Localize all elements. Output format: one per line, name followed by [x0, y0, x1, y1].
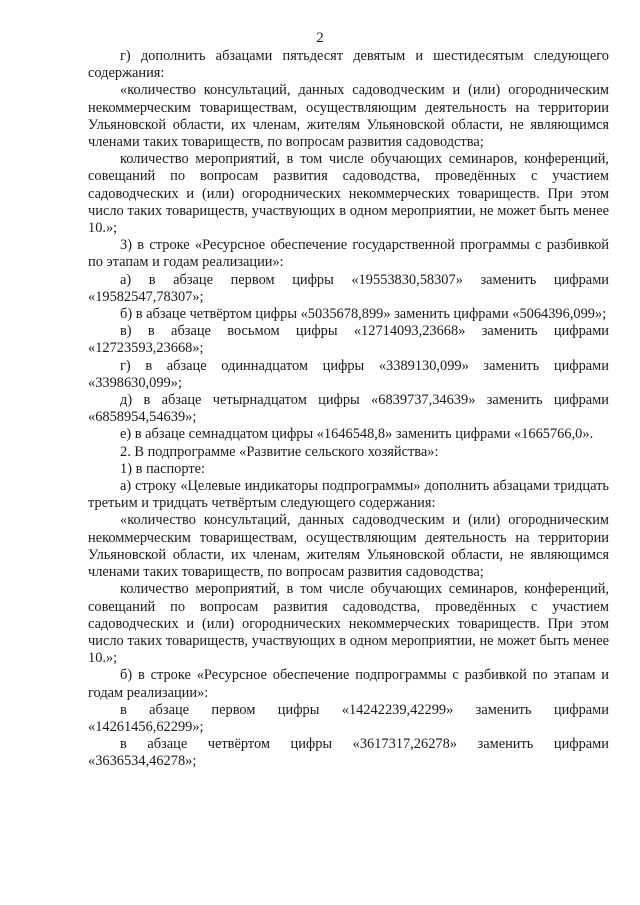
document-body — [88, 48, 609, 771]
paragraph-amend-g: г) дополнить абзацами пятьдесят девятым и шестидесятым следующего содержания: — [88, 48, 609, 82]
paragraph-amend-a: а) в абзаце первом цифры «19553830,58307» заменить цифрами «19582547,78307»; — [88, 271, 609, 305]
paragraph-resource-provision-program: 3) в строке «Ресурсное обеспечение государственной программы с разбивкой по этапам и годам реализации»: — [88, 237, 609, 271]
paragraph-amend-e: е) в абзаце семнадцатом цифры «1646548,8» заменить цифрами «1665766,0». — [120, 426, 594, 443]
paragraph-events-indicator: количество мероприятий, в том числе обучающих семинаров, конференций, совещаний по вопросам развития садоводства, проведённых с участием садоводческих и (или) огороднических некоммерческих товариществ. При этом число таких товариществ, участвующих в одном мероприятии, не может быть менее 10.»; — [88, 151, 609, 237]
paragraph-consultations-indicator-2: «количество консультаций, данных садоводческим и (или) огородническим некоммерческим товариществам, осуществляющим деятельность на территории Ульяновской области, их членам, жителям Ульяновской области, не являющимся членами таких товариществ, по вопросам развития садоводства; — [88, 512, 609, 581]
paragraph-amend-d: д) в абзаце четырнадцатом цифры «6839737,34639» заменить цифрами «6858954,54639»; — [88, 392, 609, 426]
paragraph-amend-v: в) в абзаце восьмом цифры «12714093,23668» заменить цифрами «12723593,23668»; — [88, 323, 609, 357]
paragraph-passport: 1) в паспорте: — [120, 460, 206, 477]
paragraph-subprogram-heading: 2. В подпрограмме «Развитие сельского хозяйства»: — [120, 443, 439, 460]
paragraph-target-indicators: а) строку «Целевые индикаторы подпрограммы» дополнить абзацами тридцать третьим и тридцать четвёртым следующего содержания: — [88, 478, 609, 512]
paragraph-amend-g2: г) в абзаце одиннадцатом цифры «3389130,099» заменить цифрами «3398630,099»; — [88, 357, 609, 391]
paragraph-amend-b: б) в абзаце четвёртом цифры «5035678,899» заменить цифрами «5064396,099»; — [120, 306, 607, 323]
paragraph-events-indicator-2: количество мероприятий, в том числе обучающих семинаров, конференций, совещаний по вопросам развития садоводства, проведённых с участием садоводческих и (или) огороднических некоммерческих товариществ. При этом число таких товариществ, участвующих в одном мероприятии, не может быть менее 10.»; — [88, 581, 609, 667]
paragraph-fourth-abzac: в абзаце четвёртом цифры «3617317,26278» заменить цифрами «3636534,46278»; — [88, 736, 609, 770]
paragraph-first-abzac: в абзаце первом цифры «14242239,42299» заменить цифрами «14261456,62299»; — [88, 701, 609, 735]
paragraph-resource-provision-subprogram: б) в строке «Ресурсное обеспечение подпрограммы с разбивкой по этапам и годам реализации»: — [88, 667, 609, 701]
page-number: 2 — [316, 30, 324, 46]
paragraph-consultations-indicator: «количество консультаций, данных садоводческим и (или) огородническим некоммерческим товариществам, осуществляющим деятельность на территории Ульяновской области, их членам, жителям Ульяновской области, не являющимся членами таких товариществ, по вопросам развития садоводства; — [88, 82, 609, 151]
